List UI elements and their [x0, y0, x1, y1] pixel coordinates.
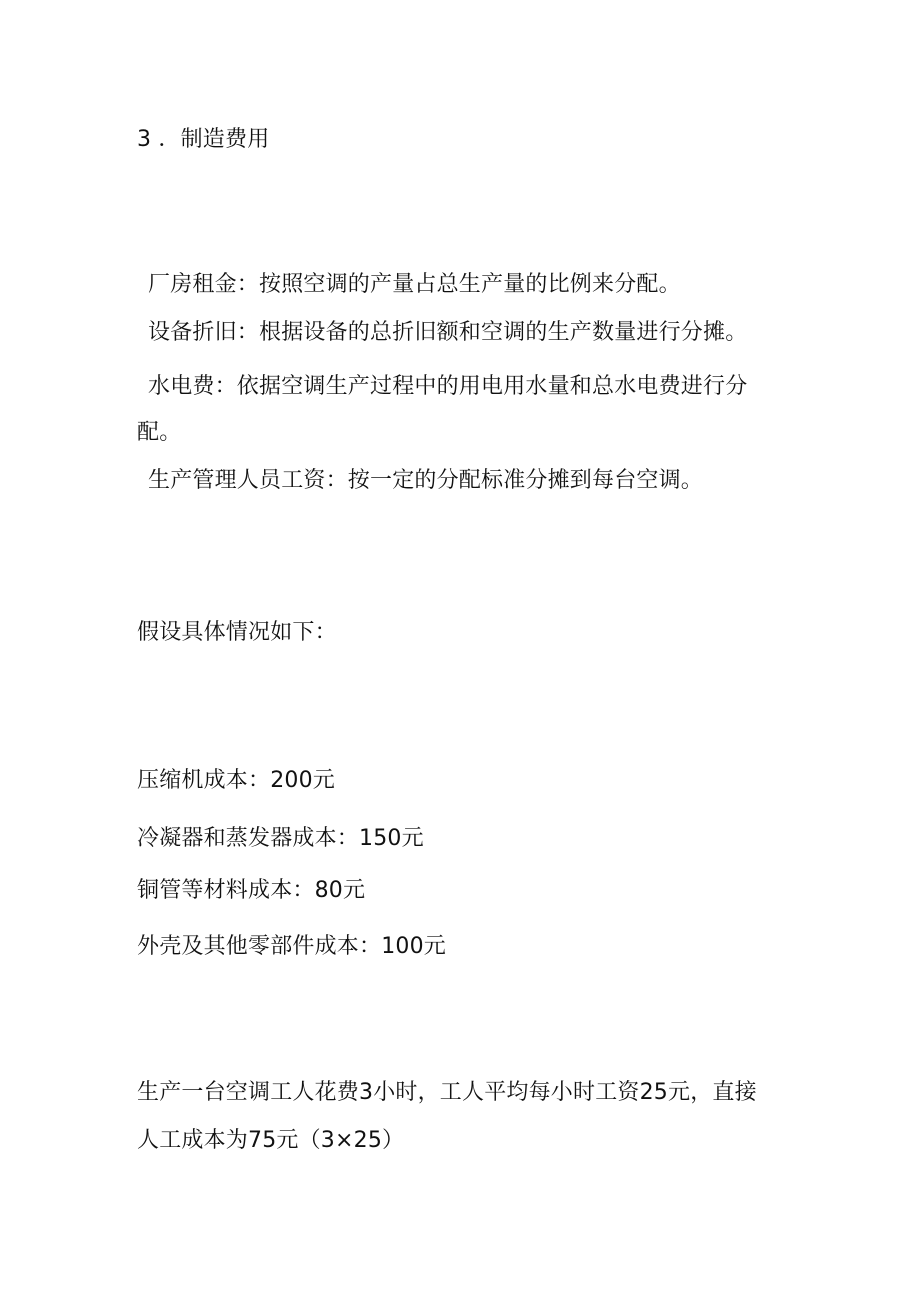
material-cost-housing-parts: 外壳及其他零部件成本：100元 — [137, 934, 446, 959]
labor-paragraph-line-2: 人工成本为75元（3×25） — [137, 1128, 405, 1153]
material-cost-condenser-evaporator: 冷凝器和蒸发器成本：150元 — [137, 826, 424, 851]
allocation-item-depreciation: 设备折旧：根据设备的总折旧额和空调的生产数量进行分摊。 — [148, 320, 748, 345]
allocation-item-management-wages: 生产管理人员工资：按一定的分配标准分摊到每台空调。 — [148, 468, 704, 493]
allocation-item-rent: 厂房租金：按照空调的产量占总生产量的比例来分配。 — [148, 272, 681, 297]
material-cost-compressor: 压缩机成本：200元 — [137, 768, 335, 793]
allocation-item-utilities: 水电费：依据空调生产过程中的用电用水量和总水电费进行分 — [148, 374, 748, 399]
labor-paragraph-line-1: 生产一台空调工人花费3小时，工人平均每小时工资25元，直接 — [137, 1080, 757, 1105]
material-cost-copper-tube: 铜管等材料成本：80元 — [137, 878, 366, 903]
section-heading: 3 ．制造费用 — [137, 127, 270, 152]
assumption-intro: 假设具体情况如下： — [137, 620, 337, 645]
allocation-item-utilities-continued: 配。 — [137, 420, 182, 445]
